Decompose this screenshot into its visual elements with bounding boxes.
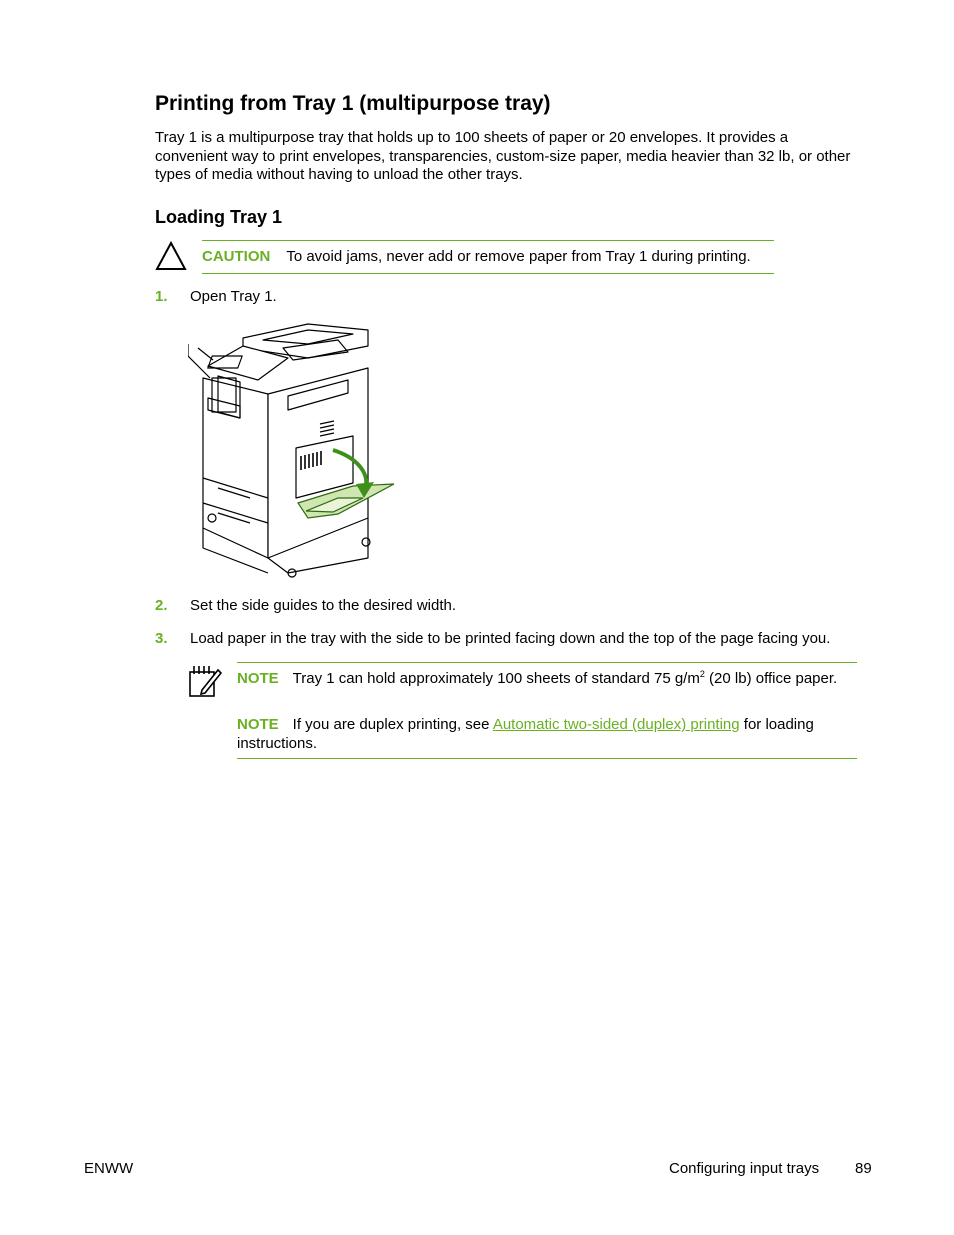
note-label: NOTE bbox=[237, 670, 279, 687]
note-text: If you are duplex printing, see bbox=[292, 716, 493, 733]
step-text: Load paper in the tray with the side to be printed facing down and the top of the page facing you. bbox=[190, 630, 831, 647]
printer-tray-illustration bbox=[188, 318, 398, 580]
duplex-printing-link[interactable]: Automatic two-sided (duplex) printing bbox=[492, 716, 740, 733]
superscript: 2 bbox=[699, 669, 705, 679]
step-1 bbox=[155, 288, 277, 306]
note-label: NOTE bbox=[237, 716, 279, 733]
footer-left: ENWW bbox=[84, 1160, 134, 1177]
footer-section: Configuring input trays bbox=[669, 1160, 820, 1177]
page-title: Printing from Tray 1 (multipurpose tray) bbox=[155, 92, 551, 115]
step-number: 1. bbox=[155, 288, 168, 305]
step-2 bbox=[155, 597, 456, 615]
step-3 bbox=[155, 630, 830, 648]
section-heading: Loading Tray 1 bbox=[155, 207, 283, 227]
note-text: Tray 1 can hold approximately 100 sheets of standard 75 g/m bbox=[292, 670, 700, 687]
note-2 bbox=[237, 715, 852, 753]
caution-text: To avoid jams, never add or remove paper from Tray 1 during printing. bbox=[286, 248, 751, 265]
note-text-end: (20 lb) office paper. bbox=[704, 670, 838, 687]
step-text: Open Tray 1. bbox=[190, 288, 277, 305]
caution-label: CAUTION bbox=[202, 248, 271, 265]
step-number: 2. bbox=[155, 597, 168, 614]
step-number: 3. bbox=[155, 630, 168, 647]
caution-icon bbox=[155, 241, 187, 271]
step-text: Set the side guides to the desired width. bbox=[190, 597, 457, 614]
notes-box bbox=[237, 662, 857, 759]
note-text-end: for loading instructions. bbox=[237, 716, 814, 752]
caution-box bbox=[202, 240, 774, 274]
intro-paragraph: Tray 1 is a multipurpose tray that holds up to 100 sheets of paper or 20 envelopes. It provides a convenient way to print envelopes, transparencies, custom-size paper, media heavier than 32 lb, or other types of media without having to unload the other trays. bbox=[155, 129, 851, 183]
note-icon bbox=[188, 664, 222, 698]
page-number: 89 bbox=[855, 1160, 872, 1177]
note-1 bbox=[237, 670, 837, 688]
